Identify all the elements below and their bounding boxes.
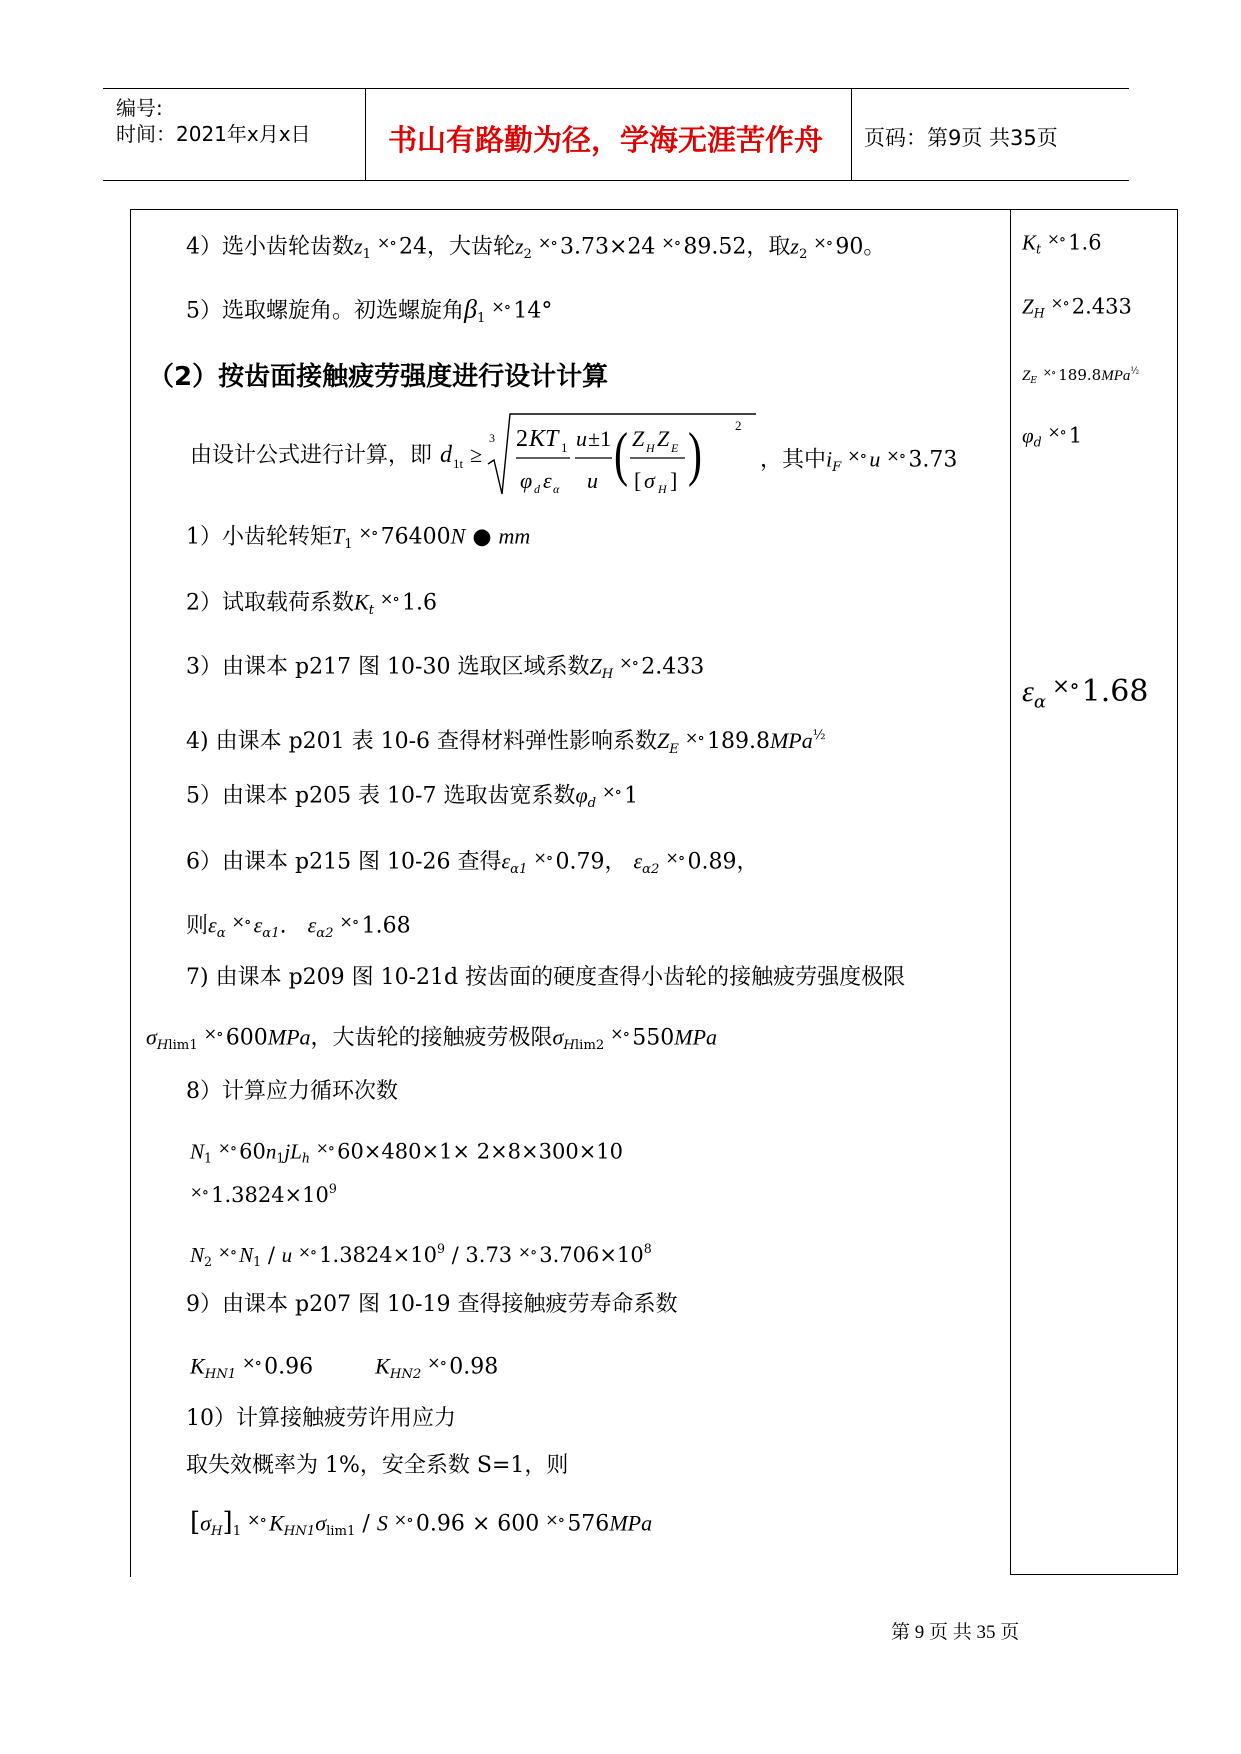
svg-text:H: H: [646, 441, 655, 455]
step-3-zone-factor: 3）由课本 p217 图 10-30 选取区域系数$Z_H^{\times\circ}$ 2.433: [186, 653, 705, 683]
header-divider-right: [851, 88, 852, 180]
svg-text:u: u: [587, 468, 598, 493]
step-7-limits: $\sigma_{Hlim1}^{\times\circ}$ 600MPa，大齿轮的接触疲劳极限$\sigma_{Hlim2}^{\times\circ}$ 550MPa: [146, 1024, 718, 1054]
step-4-line: 4）选小齿轮齿数$z_1^{\times\circ}$ 24，大齿轮$z_2^{\times\circ}$ 3.73×24 ×∘ 89.52，取$z_2^{\times\circ}$ 90。: [186, 233, 886, 263]
section-heading: （2）按齿面接触疲劳强度进行设计计算: [148, 362, 609, 392]
n1-result: ×∘ $1.3824\times 10^9$: [190, 1181, 337, 1207]
step-6-contact-ratio: 6）由课本 p215 图 10-26 查得$\varepsilon_{\alpha 1}^{\times\circ}$ 0.79， $\varepsilon_{\alpha 2}^{\times\circ}$ 0.89，: [186, 848, 759, 878]
side-ze: $Z_E^{\times\circ}$ 189.8MPa$^{\frac{1}{2}}$: [1022, 366, 1140, 387]
svg-text:ε: ε: [543, 468, 552, 493]
design-formula-tail: ，其中$i_F^{\times\circ}$ u ×∘ 3.73: [760, 446, 958, 476]
svg-text:E: E: [671, 441, 679, 455]
step-8-label: 8）计算应力循环次数: [186, 1079, 398, 1104]
n2-equation: $N_2^{\times\circ}$ $N_1$ / u ×∘ $1.3824\times 10^9 / 3.73$ ×∘ $3.706\times 10^8$: [190, 1241, 652, 1270]
side-column-bottom-border: [1010, 1574, 1178, 1575]
header-top-rule: [103, 88, 1129, 89]
svg-text:2: 2: [516, 426, 528, 452]
step-6-total-contact-ratio: 则$\varepsilon_\alpha^{\times\circ}$ $\varepsilon_{\alpha 1}$. $\varepsilon_{\alpha 2}^{\times\circ}$ 1.68: [186, 912, 411, 942]
svg-text:2: 2: [735, 418, 742, 433]
svg-text:d: d: [440, 442, 452, 468]
svg-text:1t: 1t: [453, 456, 464, 471]
side-phi: $\varphi_d^{\times\circ}$ 1: [1022, 423, 1083, 450]
step-2-load-factor: 2）试取载荷系数$K_t^{\times\circ}$ 1.6: [186, 589, 438, 619]
table-right-border: [1177, 209, 1178, 1575]
table-top-border: [130, 209, 1178, 210]
life-factors: $K_{HN1}^{\times\circ}$ 0.96 $K_{HN2}^{\times\circ}$ 0.98: [190, 1353, 499, 1383]
svg-text:1: 1: [561, 440, 568, 455]
svg-text:(: (: [614, 421, 628, 488]
table-column-divider: [1010, 209, 1011, 1575]
design-formula: [440, 408, 758, 500]
step-7-text: 7) 由课本 p209 图 10-21d 按齿面的硬度查得小齿轮的接触疲劳强度极限: [186, 965, 906, 990]
design-formula-line: 由设计公式进行计算，即: [190, 443, 433, 468]
header-page-label: 页码：第9页 共35页: [864, 126, 1058, 150]
header-bottom-rule: [103, 180, 1129, 181]
svg-text:≥: ≥: [470, 442, 483, 467]
step-9-label: 9）由课本 p207 图 10-19 查得接触疲劳寿命系数: [186, 1292, 678, 1317]
svg-text:d: d: [534, 482, 540, 496]
svg-text:Z: Z: [657, 426, 670, 451]
page-footer: 第 9 页 共 35 页: [891, 1622, 1020, 1643]
svg-text:α: α: [553, 482, 560, 496]
svg-text:u: u: [576, 426, 587, 451]
document-time-label: 时间：2021年x月x日: [116, 122, 311, 146]
svg-text:±1: ±1: [588, 426, 612, 451]
n1-equation: $N_1^{\times\circ}$ $60n_1jL_h^{\times\circ}$ 60×480×1× 2×8×300×10: [190, 1139, 624, 1166]
svg-text:σ: σ: [644, 468, 655, 493]
svg-text:): ): [688, 421, 702, 488]
svg-text:φ: φ: [520, 468, 533, 493]
step-1-torque: 1）小齿轮转矩$T_1^{\times\circ}$ 76400N ● mm: [186, 523, 531, 553]
header-motto: 书山有路勤为径，学海无涯苦作舟: [388, 123, 824, 157]
side-zh: $Z_H^{\times\circ}$ 2.433: [1022, 294, 1132, 321]
svg-text:3: 3: [489, 431, 495, 445]
svg-text:]: ]: [670, 468, 678, 493]
svg-text:[: [: [634, 468, 642, 493]
step-4-elastic-factor: 4) 由课本 p201 表 10-6 查得材料弹性影响系数$Z_E^{\times\circ}$ 189.8MPa$^{\frac{1}{2}}$: [186, 727, 826, 757]
side-kt: $K_t^{\times\circ}$ 1.6: [1022, 230, 1102, 257]
header-divider-left: [365, 88, 366, 180]
step-5-face-width: 5）由课本 p205 表 10-7 选取齿宽系数$\varphi_d^{\times\circ}$ 1: [186, 782, 639, 812]
step-5-line: 5）选取螺旋角。初选螺旋角$\beta_1^{\times\circ}$ 14°: [186, 294, 553, 327]
allowable-stress-equation: $[\sigma_H]_1^{\times\circ}$ $K_{HN1}\sigma_{lim1}$ / S ×∘ 0.96 × 600 ×∘ 576MPa: [190, 1507, 653, 1540]
document-number-label: 编号:: [116, 96, 163, 120]
svg-text:KT: KT: [529, 426, 559, 452]
table-left-border: [130, 209, 131, 1577]
svg-text:Z: Z: [632, 426, 645, 451]
side-epsilon: $\varepsilon_\alpha^{\times\circ}$ 1.68: [1022, 674, 1149, 713]
step-10-probability: 取失效概率为 1%，安全系数 S=1，则: [186, 1453, 569, 1478]
svg-text:H: H: [658, 482, 667, 496]
step-10-label: 10）计算接触疲劳许用应力: [186, 1406, 456, 1431]
